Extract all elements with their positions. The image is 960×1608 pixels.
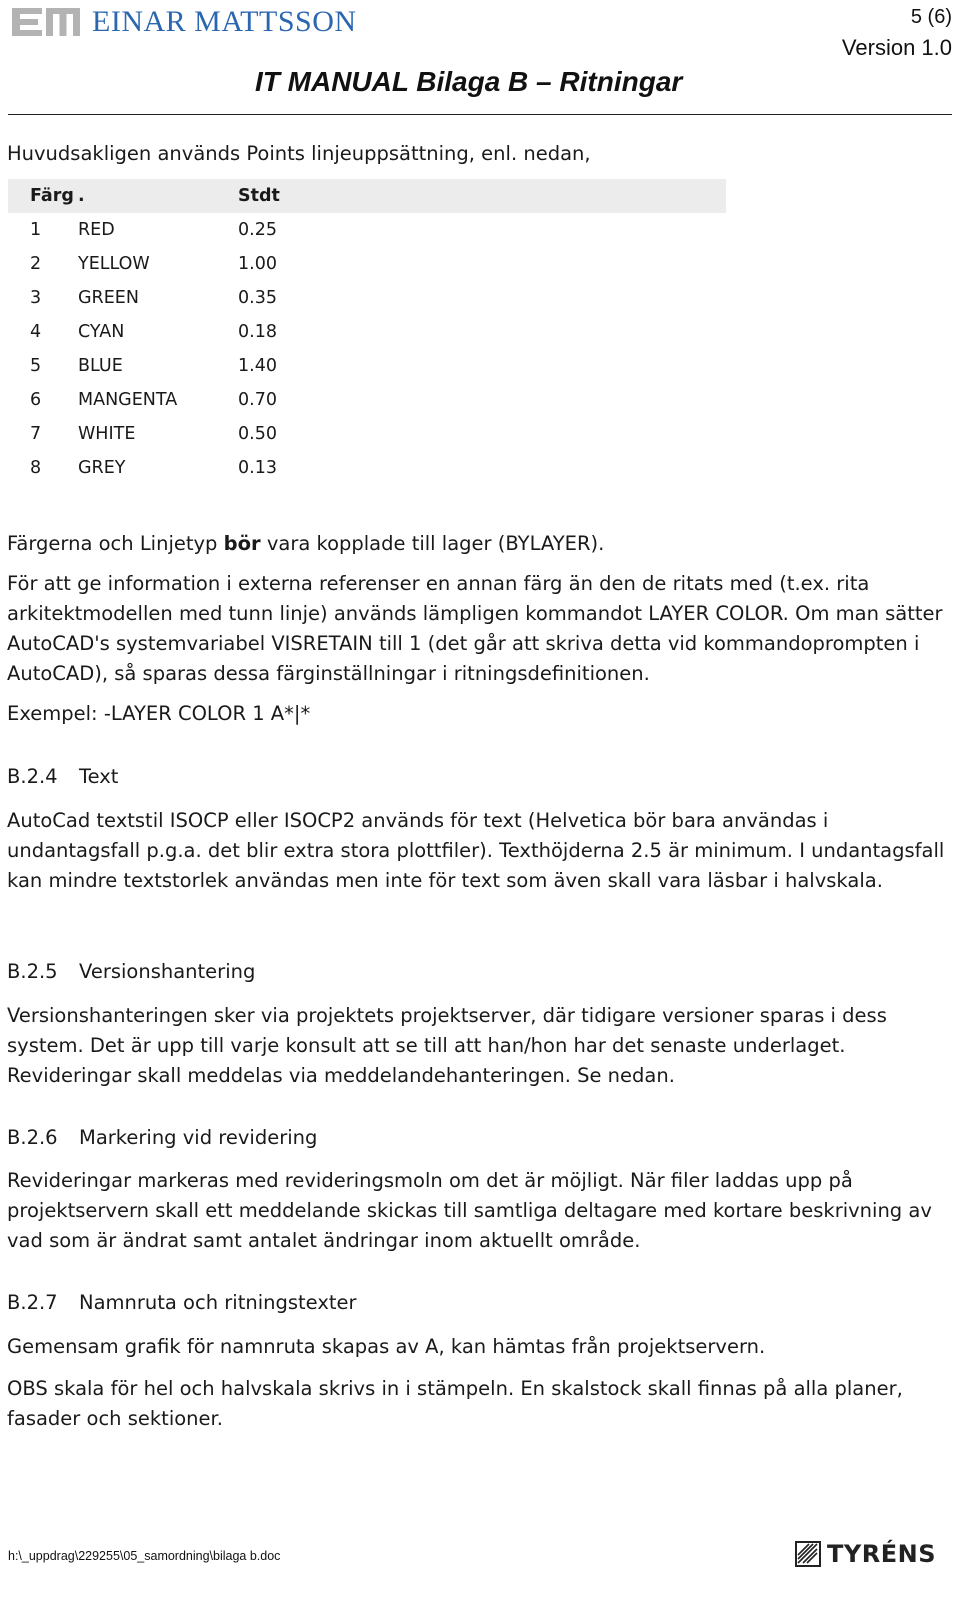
section-heading-revision-marking <box>7 1126 317 1149</box>
section-number: B.2.5 <box>7 960 58 983</box>
column-header-stdt: Stdt <box>238 186 280 206</box>
line-weight-cell: 0.70 <box>238 390 277 410</box>
table-row <box>8 417 726 451</box>
pen-number-cell: 3 <box>30 288 42 308</box>
footer-file-path: h:\_uppdrag\229255\05_samordning\bilaga b.doc <box>8 1549 281 1563</box>
table-row <box>8 451 726 485</box>
layer-paragraph <box>7 529 947 559</box>
document-version: Version 1.0 <box>841 35 952 60</box>
section-heading-text <box>7 765 118 788</box>
section-number: B.2.7 <box>7 1291 58 1314</box>
section-versioning-paragraph: Versionshanteringen sker via projektets projektserver, där tidigare versioner sparas i dess system. Det är upp till varje konsult att se till att han/hon har det senaste underlaget. Revideringar skall meddelas via meddelandehanteringen. Se nedan. <box>7 1004 887 1087</box>
section-title-block-paragraph-2: OBS skala för hel och halvskala skrivs in i stämpeln. En skalstock skall finnas på alla planer, fasader och sektioner. <box>7 1377 903 1430</box>
section-title: Markering vid revidering <box>79 1126 318 1149</box>
line-weight-cell: 0.18 <box>238 322 277 342</box>
table-row <box>8 213 726 247</box>
line-weight-cell: 1.00 <box>238 254 277 274</box>
tyrens-logo <box>795 1540 936 1568</box>
section-title: Text <box>79 765 119 788</box>
tyrens-emblem-icon <box>795 1541 821 1567</box>
color-name-cell: CYAN <box>78 322 125 342</box>
layer-paragraph-start: Färgerna och Linjetyp <box>7 532 224 555</box>
table-row <box>8 383 726 417</box>
em-logo-icon <box>12 6 82 38</box>
pen-number-cell: 2 <box>30 254 42 274</box>
section-title: Namnruta och ritningstexter <box>79 1291 357 1314</box>
pen-number-cell: 6 <box>30 390 42 410</box>
xref-paragraph-part-1: För att ge information i externa referenser en annan färg än den de ritats med (t.ex. rita arkitektmodellen med tunn linje) används lämpligen kommandot LAYER COLOR. <box>7 572 870 625</box>
layer-paragraph-emphasis: bör <box>223 532 261 555</box>
section-title: Versionshantering <box>79 960 256 983</box>
table-row <box>8 315 726 349</box>
section-revision-marking-paragraph: Revideringar markeras med revideringsmoln om det är möjligt. När filer laddas upp på projektservern skall ett meddelande skickas till samtliga deltagare med kortare beskrivning av vad som är ändrat samt antalet ändringar inom aktuellt område. <box>7 1169 932 1252</box>
line-weight-cell: 0.35 <box>238 288 277 308</box>
color-name-cell: BLUE <box>78 356 123 376</box>
column-header-color: Färg <box>30 186 74 206</box>
line-weight-cell: 0.50 <box>238 424 277 444</box>
table-row <box>8 349 726 383</box>
section-number: B.2.4 <box>7 765 58 788</box>
column-header-dot: . <box>78 186 85 206</box>
table-body <box>8 213 726 485</box>
section-text-paragraph: AutoCad textstil ISOCP eller ISOCP2 används för text (Helvetica bör bara användas i undantagsfall p.g.a. det blir extra stora plottfiler). Texthöjderna 2.5 är minimum. I undantagsfall kan mindre textstorlek användas men inte för text som även skall vara läsbar i halvskala. <box>7 809 945 892</box>
color-name-cell: RED <box>78 220 115 240</box>
table-row <box>8 247 726 281</box>
color-name-cell: GREY <box>78 458 126 478</box>
xref-paragraph <box>7 569 947 689</box>
pen-number-cell: 7 <box>30 424 42 444</box>
pen-number-cell: 4 <box>30 322 42 342</box>
layer-paragraph-end: vara kopplade till lager (BYLAYER). <box>260 532 605 555</box>
company-logo <box>12 6 357 38</box>
line-weight-cell: 1.40 <box>238 356 277 376</box>
color-name-cell: WHITE <box>78 424 136 444</box>
pen-color-table <box>8 179 726 485</box>
pen-number-cell: 5 <box>30 356 42 376</box>
pen-number-cell: 1 <box>30 220 42 240</box>
header-divider <box>8 114 952 115</box>
section-heading-versioning <box>7 960 255 983</box>
table-header-row <box>8 179 726 213</box>
section-heading-title-block <box>7 1291 357 1314</box>
color-name-cell: GREEN <box>78 288 139 308</box>
line-weight-cell: 0.13 <box>238 458 277 478</box>
page-number: 5 (6) <box>910 6 952 28</box>
intro-paragraph: Huvudsakligen används Points linjeuppsättning, enl. nedan, <box>7 142 591 165</box>
section-number: B.2.6 <box>7 1126 58 1149</box>
xref-paragraph-part-2: Om man sätter AutoCAD's systemvariabel VISRETAIN till 1 (det går att skriva detta vid kommandoprompten i AutoCAD), så sparas dessa färginställningar i ritningsdefinitionen. <box>7 602 943 685</box>
table-row <box>8 281 726 315</box>
color-name-cell: MANGENTA <box>78 390 178 410</box>
company-name: EINAR MATTSSON <box>92 5 357 38</box>
section-title-block-paragraph-1: Gemensam grafik för namnruta skapas av A, kan hämtas från projektservern. <box>7 1335 766 1358</box>
pen-number-cell: 8 <box>30 458 42 478</box>
example-line: Exempel: -LAYER COLOR 1 A*|* <box>7 702 311 725</box>
document-title: IT MANUAL Bilaga B – Ritningar <box>255 66 683 97</box>
color-name-cell: YELLOW <box>78 254 150 274</box>
tyrens-wordmark: TYRÉNS <box>827 1540 936 1568</box>
line-weight-cell: 0.25 <box>238 220 277 240</box>
